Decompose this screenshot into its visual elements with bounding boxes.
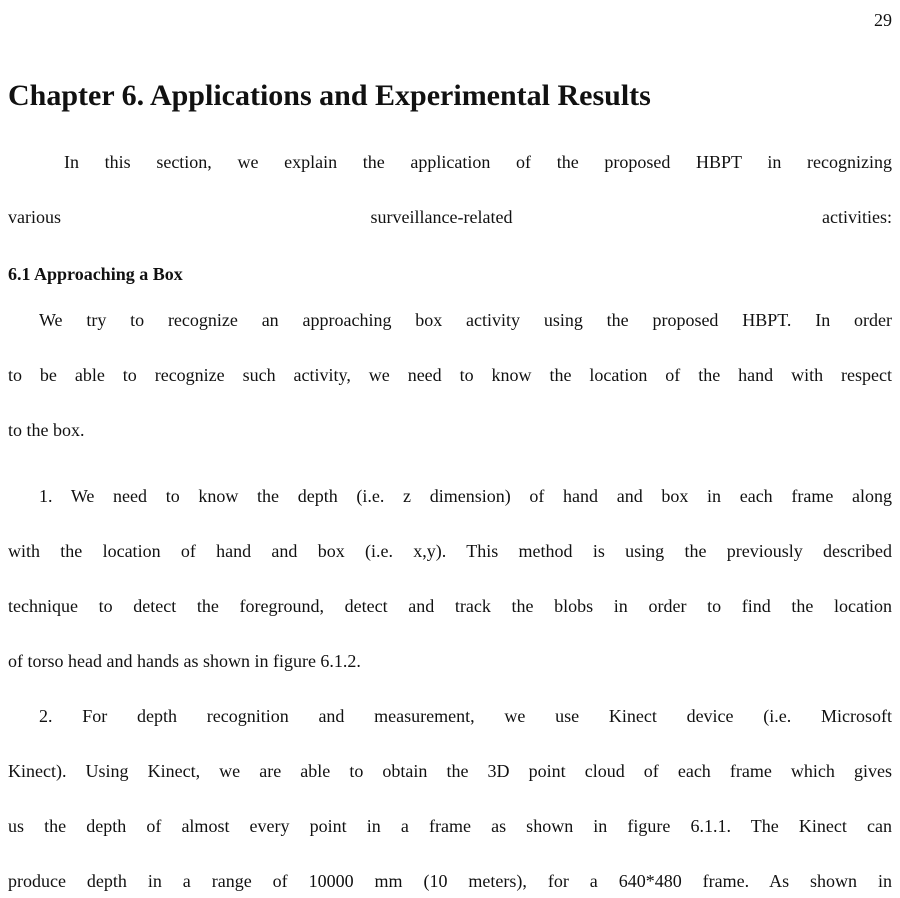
text-line: In this section, we explain the application of the proposed HBPT in recognizing [64, 152, 892, 172]
text-line: Kinect). Using Kinect, we are able to obtain the 3D point cloud of each frame which gives [8, 761, 892, 781]
paragraph-2 [8, 484, 892, 673]
text-line: produce depth in a range of 10000 mm (10 meters), for a 640*480 frame. As shown in [8, 871, 892, 891]
paragraph-1 [8, 308, 892, 442]
text-line: of torso head and hands as shown in figure 6.1.2. [8, 651, 361, 671]
text-line: with the location of hand and box (i.e. x,y). This method is using the previously described [8, 541, 892, 561]
text-line: 1. We need to know the depth (i.e. z dimension) of hand and box in each frame along [39, 486, 892, 506]
page-number: 29 [874, 10, 892, 30]
text-line: us the depth of almost every point in a frame as shown in figure 6.1.1. The Kinect can [8, 816, 892, 836]
text-line: to the box. [8, 420, 85, 440]
chapter-title: Chapter 6. Applications and Experimental Results [8, 79, 651, 112]
text-line: to be able to recognize such activity, we need to know the location of the hand with respect [8, 365, 892, 385]
paragraph-3 [8, 704, 892, 893]
intro-paragraph [8, 150, 892, 229]
text-line: 2. For depth recognition and measurement, we use Kinect device (i.e. Microsoft [39, 706, 892, 726]
text-line: technique to detect the foreground, detect and track the blobs in order to find the location [8, 596, 892, 616]
text-line: various surveillance-related activities: [8, 207, 892, 227]
text-line: We try to recognize an approaching box activity using the proposed HBPT. In order [39, 310, 892, 330]
section-heading: 6.1 Approaching a Box [8, 264, 183, 284]
